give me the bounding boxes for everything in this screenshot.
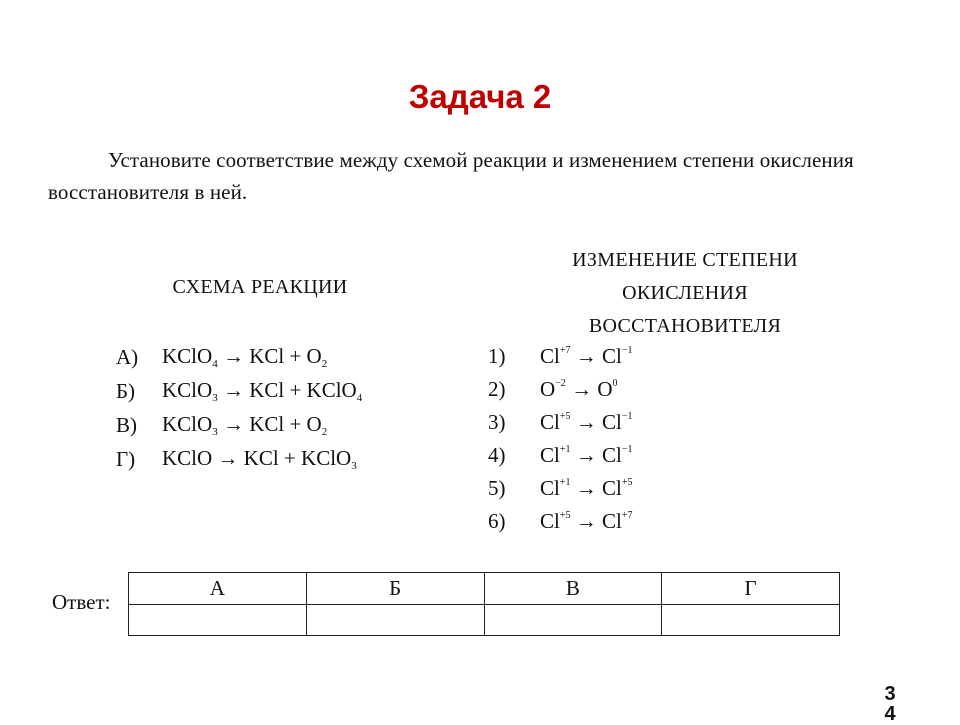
item-label: В) bbox=[116, 412, 137, 437]
oxidation-change-item bbox=[488, 505, 632, 538]
task-instructions: Установите соответствие между схемой реакции и изменением степени окисления восстановителя в ней. bbox=[48, 148, 854, 204]
reaction-equation: KClO$_3$ → KCl + $O_2$ bbox=[162, 412, 328, 438]
answer-column-header: Б bbox=[306, 573, 484, 605]
reaction-item bbox=[116, 408, 362, 442]
reaction-equation: KClO → KCl + KClO$_3$ bbox=[162, 446, 357, 472]
item-label: 4) bbox=[488, 443, 506, 467]
reaction-item bbox=[116, 340, 362, 374]
slide-title: Задача 2 bbox=[408, 78, 552, 115]
oxidation-change: $Cl^{+5} \to Cl^{-1}$ bbox=[540, 410, 633, 434]
oxidation-change-list bbox=[488, 340, 632, 538]
answer-header-row bbox=[129, 573, 840, 605]
answer-table bbox=[128, 572, 840, 636]
answer-column-header: В bbox=[484, 573, 662, 605]
reaction-scheme-heading: СХЕМА РЕАКЦИИ bbox=[172, 276, 348, 298]
item-label: Б) bbox=[116, 378, 136, 403]
oxidation-change-heading bbox=[530, 244, 840, 343]
answer-cell-a[interactable] bbox=[129, 604, 307, 636]
item-label: 3) bbox=[488, 410, 506, 434]
reaction-item bbox=[116, 374, 362, 408]
oxidation-change: $Cl^{+7} \to Cl^{-1}$ bbox=[540, 344, 633, 368]
item-label: 2) bbox=[488, 377, 506, 401]
answer-cell-v[interactable] bbox=[484, 604, 662, 636]
heading-line: ВОССТАНОВИТЕЛЯ bbox=[588, 315, 782, 337]
answer-column-header: А bbox=[129, 573, 307, 605]
oxidation-change: $O^{-2} \to O^0$ bbox=[540, 377, 618, 401]
reaction-equation: KClO$_4$ → KCl + $O_2$ bbox=[162, 344, 328, 370]
oxidation-change-item bbox=[488, 439, 632, 472]
oxidation-change: $Cl^{+5} \to Cl^{+7}$ bbox=[540, 509, 633, 533]
answer-label: Ответ: bbox=[52, 590, 111, 614]
answer-column-header: Г bbox=[662, 573, 840, 605]
heading-line: ОКИСЛЕНИЯ bbox=[622, 282, 748, 304]
page-number-digit: 4 bbox=[884, 703, 896, 725]
page-number bbox=[880, 684, 900, 724]
oxidation-change: $Cl^{+1} \to Cl^{-1}$ bbox=[540, 443, 633, 467]
heading-line: ИЗМЕНЕНИЕ СТЕПЕНИ bbox=[572, 249, 798, 271]
item-label: 1) bbox=[488, 344, 506, 368]
reaction-list bbox=[116, 340, 362, 476]
item-label: 5) bbox=[488, 476, 506, 500]
item-label: 6) bbox=[488, 509, 506, 533]
answer-cell-b[interactable] bbox=[306, 604, 484, 636]
item-label: А) bbox=[116, 344, 139, 369]
oxidation-change-item bbox=[488, 406, 632, 439]
answer-value-row bbox=[129, 604, 840, 636]
oxidation-change-item bbox=[488, 472, 632, 505]
page-number-digit: 3 bbox=[884, 683, 896, 705]
reaction-item bbox=[116, 442, 362, 476]
item-label: Г) bbox=[116, 446, 136, 471]
reaction-equation: KClO$_3$ → KCl + KClO$_4$ bbox=[162, 378, 363, 404]
oxidation-change: $Cl^{+1} \to Cl^{+5}$ bbox=[540, 476, 633, 500]
answer-cell-g[interactable] bbox=[662, 604, 840, 636]
oxidation-change-item bbox=[488, 340, 632, 373]
oxidation-change-item bbox=[488, 373, 632, 406]
